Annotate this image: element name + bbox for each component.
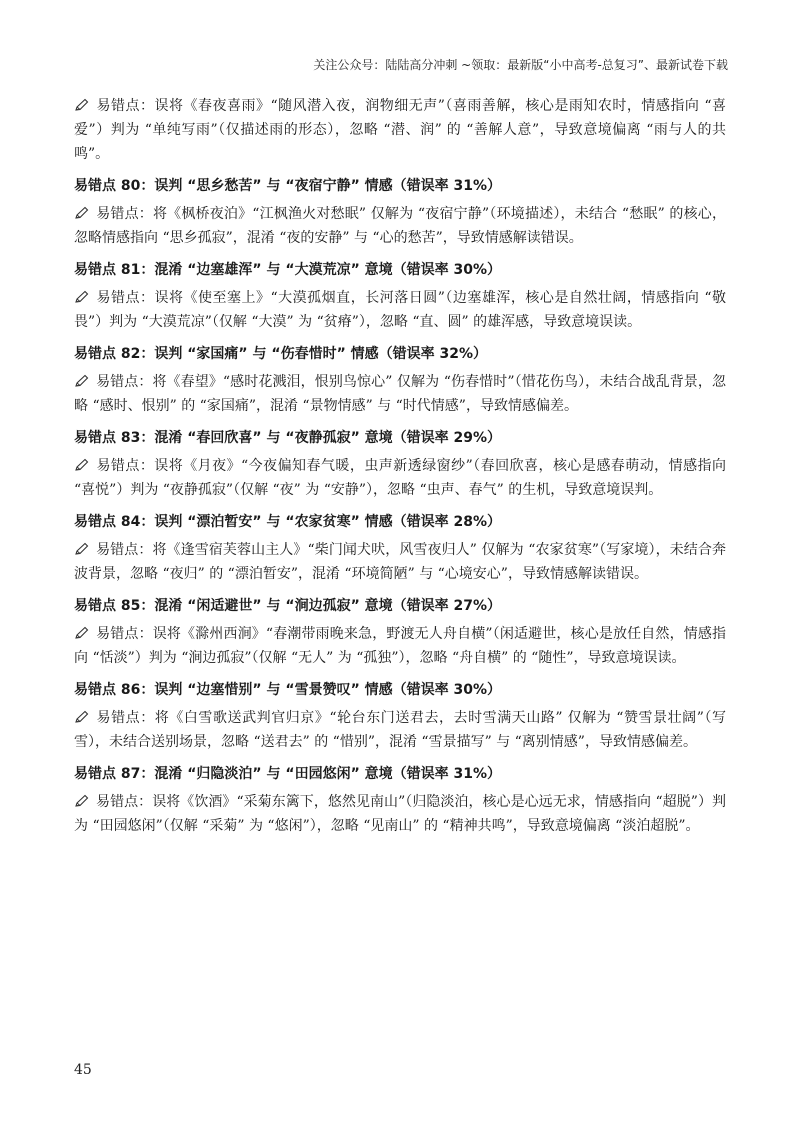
entry-heading: 易错点 80：误判 “思乡愁苦” 与 “夜宿宁静” 情感（错误率 31%） bbox=[74, 178, 502, 194]
pencil-icon bbox=[74, 374, 90, 388]
pencil-icon bbox=[74, 626, 90, 640]
entry-body-text: 易错点：误将《滁州西涧》“春潮带雨晚来急，野渡无人舟自横”（闲适避世，核心是放任自然，情感指向 “恬淡”）判为 “涧边孤寂”（仅解 “无人” 为 “孤独”），忽略 “舟自横” 的 “随性”，导致意境误读。 bbox=[74, 626, 726, 666]
pencil-icon bbox=[74, 542, 90, 556]
pencil-icon bbox=[74, 98, 90, 112]
page-number: 45 bbox=[74, 1062, 92, 1078]
entry-84 bbox=[74, 510, 726, 586]
entry-heading: 易错点 85：混淆 “闲适避世” 与 “涧边孤寂” 意境（错误率 27%） bbox=[74, 598, 502, 614]
entry-body bbox=[74, 202, 726, 250]
entry-body-text: 易错点：误将《春夜喜雨》“随风潜入夜，润物细无声”（喜雨善解，核心是雨知农时，情感指向 “喜爱”）判为 “单纯写雨”（仅描述雨的形态），忽略 “潜、润” 的 “善解人意”，导致意境偏离 “雨与人的共鸣”。 bbox=[74, 98, 726, 162]
entry-86 bbox=[74, 678, 726, 754]
entry-body bbox=[74, 454, 726, 502]
entry-heading: 易错点 81：混淆 “边塞雄浑” 与 “大漠荒凉” 意境（错误率 30%） bbox=[74, 262, 502, 278]
page-header: 关注公众号：陆陆高分冲刺 ~领取：最新版“小中高考-总复习”、最新试卷下载 bbox=[313, 58, 728, 72]
entry-heading: 易错点 87：混淆 “归隐淡泊” 与 “田园悠闲” 意境（错误率 31%） bbox=[74, 766, 502, 782]
entry-body bbox=[74, 538, 726, 586]
entry-body bbox=[74, 622, 726, 670]
entry-body bbox=[74, 706, 726, 754]
entry-87 bbox=[74, 762, 726, 838]
pencil-icon bbox=[74, 710, 90, 724]
entry-heading: 易错点 82：误判 “家国痛” 与 “伤春惜时” 情感（错误率 32%） bbox=[74, 346, 488, 362]
entry-83 bbox=[74, 426, 726, 502]
pencil-icon bbox=[74, 206, 90, 220]
entry-body bbox=[74, 94, 726, 166]
entry-80 bbox=[74, 174, 726, 250]
entry-body-text: 易错点：将《逢雪宿芙蓉山主人》“柴门闻犬吠，风雪夜归人” 仅解为 “农家贫寒”（写家境），未结合奔波背景，忽略 “夜归” 的 “漂泊暂安”，混淆 “环境简陋” 与 “心境安心”，导致情感解读错误。 bbox=[74, 542, 726, 582]
entry-heading: 易错点 86：误判 “边塞惜别” 与 “雪景赞叹” 情感（错误率 30%） bbox=[74, 682, 502, 698]
entry-body-text: 易错点：将《枫桥夜泊》“江枫渔火对愁眠” 仅解为 “夜宿宁静”（环境描述），未结合 “愁眠” 的核心，忽略情感指向 “思乡孤寂”，混淆 “夜的安静” 与 “心的愁苦”，导致情感解读错误。 bbox=[74, 206, 726, 246]
entry-body bbox=[74, 370, 726, 418]
entry-82 bbox=[74, 342, 726, 418]
entry-81 bbox=[74, 258, 726, 334]
entry-heading: 易错点 83：混淆 “春回欣喜” 与 “夜静孤寂” 意境（错误率 29%） bbox=[74, 430, 502, 446]
entry-body-text: 易错点：将《白雪歌送武判官归京》“轮台东门送君去，去时雪满天山路” 仅解为 “赞雪景壮阔”（写雪），未结合送别场景，忽略 “送君去” 的 “惜别”，混淆 “雪景描写” 与 “离别情感”，导致情感偏差。 bbox=[74, 710, 726, 750]
pencil-icon bbox=[74, 290, 90, 304]
entry-body bbox=[74, 286, 726, 334]
pencil-icon bbox=[74, 794, 90, 808]
entry-79-continued bbox=[74, 94, 726, 166]
pencil-icon bbox=[74, 458, 90, 472]
page-content bbox=[74, 94, 726, 846]
entry-body-text: 易错点：误将《月夜》“今夜偏知春气暖，虫声新透绿窗纱”（春回欣喜，核心是感春萌动，情感指向 “喜悦”）判为 “夜静孤寂”（仅解 “夜” 为 “安静”），忽略 “虫声、春气” 的生机，导致意境误判。 bbox=[74, 458, 726, 498]
entry-85 bbox=[74, 594, 726, 670]
entry-body-text: 易错点：将《春望》“感时花溅泪，恨别鸟惊心” 仅解为 “伤春惜时”（惜花伤鸟），未结合战乱背景，忽略 “感时、恨别” 的 “家国痛”，混淆 “景物情感” 与 “时代情感”，导致情感偏差。 bbox=[74, 374, 726, 414]
entry-body-text: 易错点：误将《使至塞上》“大漠孤烟直，长河落日圆”（边塞雄浑，核心是自然壮阔，情感指向 “敬畏”）判为 “大漠荒凉”（仅解 “大漠” 为 “贫瘠”），忽略 “直、圆” 的雄浑感，导致意境误读。 bbox=[74, 290, 726, 330]
entry-body bbox=[74, 790, 726, 838]
entry-body-text: 易错点：误将《饮酒》“采菊东篱下，悠然见南山”（归隐淡泊，核心是心远无求，情感指向 “超脱”）判为 “田园悠闲”（仅解 “采菊” 为 “悠闲”），忽略 “见南山” 的 “精神共鸣”，导致意境偏离 “淡泊超脱”。 bbox=[74, 794, 726, 834]
entry-heading: 易错点 84：误判 “漂泊暂安” 与 “农家贫寒” 情感（错误率 28%） bbox=[74, 514, 502, 530]
